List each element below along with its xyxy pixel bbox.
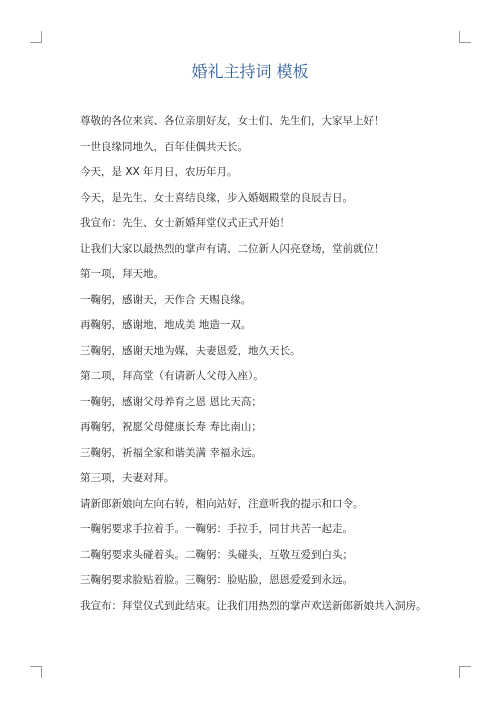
- paragraph: 三鞠躬，祈福全家和谐美满 幸福永远。: [80, 446, 262, 459]
- paragraph: 今天，是 XX 年月日，农历年月。: [80, 166, 238, 178]
- document-body: [80, 114, 427, 624]
- paragraph: 一鞠躬要求手拉着手。一鞠躬：手拉手，同甘共苦一起走。: [80, 523, 353, 535]
- paragraph: 请新郎新娘向左向右转，相向站好，注意听我的提示和口令。: [80, 497, 364, 510]
- paragraph: 尊敬的各位来宾、各位亲朋好友，女士们、先生们，大家早上好！: [80, 115, 385, 127]
- paragraph: 我宣布：拜堂仪式到此结束。让我们用热烈的掌声欢送新郎新娘共入洞房。: [80, 599, 427, 612]
- paragraph: 三鞠躬，感谢天地为媒，夫妻恩爱，地久天长。: [80, 344, 301, 357]
- crop-mark-bottom-left: [30, 666, 42, 678]
- paragraph: 一鞠躬，感谢天，天作合 天赐良缘。: [80, 293, 252, 306]
- paragraph: 第二项，拜高堂（有请新人父母入座）。: [80, 370, 264, 382]
- paragraph: 我宣布：先生、女士新婚拜堂仪式正式开始！: [80, 217, 290, 229]
- paragraph: 让我们大家以最热烈的掌声有请、二位新人闪亮登场，堂前就位！: [80, 242, 385, 255]
- crop-mark-top-right: [459, 31, 471, 43]
- paragraph: 二鞠躬要求头碰着头。二鞠躬：头碰头，互敬互爱到白头；: [80, 548, 353, 561]
- crop-mark-bottom-right: [459, 666, 471, 678]
- paragraph: 今天，是先生、女士喜结良缘，步入婚姻殿堂的良辰吉日。: [80, 191, 353, 204]
- paragraph: 三鞠躬要求脸贴着脸。三鞠躬：脸贴脸，恩恩爱爱到永远。: [80, 574, 353, 586]
- paragraph: 再鞠躬，感谢地，地成美 地造一双。: [80, 319, 252, 331]
- paragraph: 第三项，夫妻对拜。: [80, 472, 175, 484]
- paragraph: 一鞠躬，感谢父母养育之恩 恩比天高；: [80, 395, 262, 408]
- document-title: 婚礼主持词 模板: [191, 62, 309, 81]
- paragraph: 第一项，拜天地。: [80, 268, 164, 280]
- paragraph: 一世良缘同地久，百年佳偶共天长。: [80, 140, 248, 153]
- crop-mark-top-left: [30, 31, 42, 43]
- paragraph: 再鞠躬，祝愿父母健康长寿 寿比南山；: [80, 421, 262, 433]
